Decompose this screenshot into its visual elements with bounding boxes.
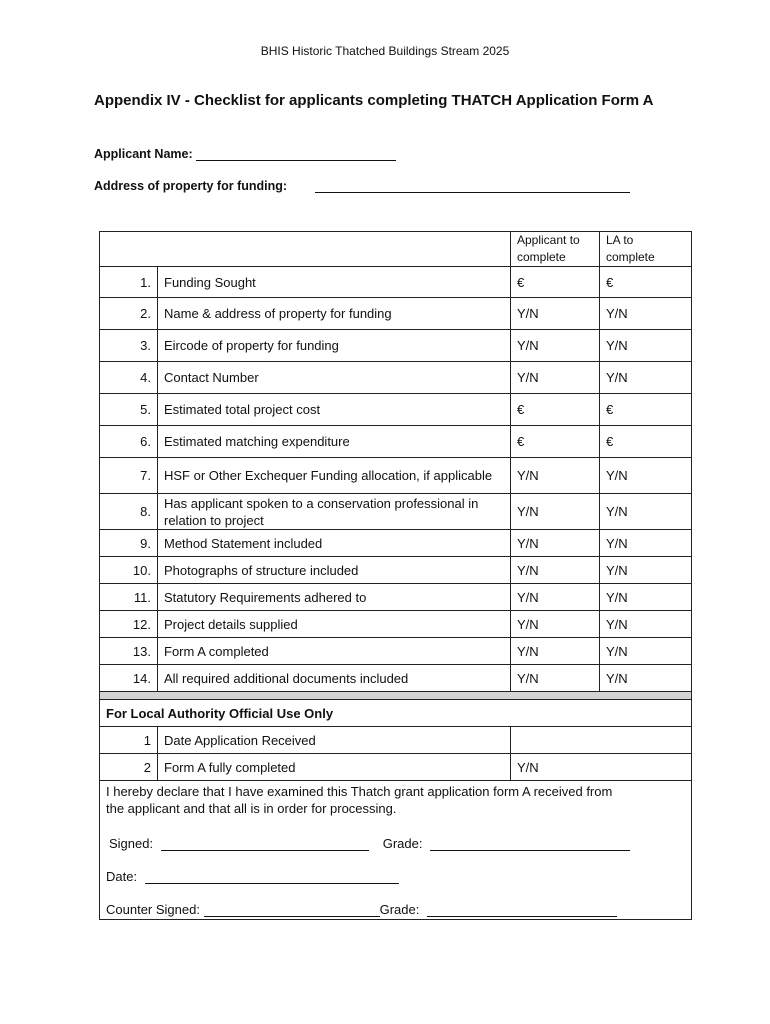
row-la-value[interactable]: Y/N [600, 611, 692, 638]
row-number: 13. [100, 638, 158, 665]
table-row [100, 611, 692, 638]
declaration-text-1: I hereby declare that I have examined this Thatch grant application form A received from [106, 784, 613, 799]
row-la-value[interactable]: Y/N [600, 638, 692, 665]
row-applicant-value[interactable]: Y/N [511, 298, 600, 330]
row-number: 2. [100, 298, 158, 330]
row-applicant-value[interactable]: € [511, 426, 600, 458]
row-item: Estimated total project cost [158, 394, 511, 426]
row-la-value[interactable]: Y/N [600, 298, 692, 330]
grade-label: Grade: [382, 836, 423, 851]
separator-cell [100, 692, 692, 700]
row-applicant-value[interactable]: Y/N [511, 665, 600, 692]
col-header-applicant: Applicant to complete [511, 232, 600, 267]
counter-signed-line [106, 902, 685, 917]
row-item: Project details supplied [158, 611, 511, 638]
page-title: Appendix IV - Checklist for applicants completing THATCH Application Form A [94, 92, 654, 109]
applicant-name-label: Applicant Name: [94, 147, 193, 161]
address-blank[interactable] [315, 178, 630, 193]
row-item: Statutory Requirements adhered to [158, 584, 511, 611]
table-row [100, 426, 692, 458]
declaration-text-2: the applicant and that all is in order for processing. [106, 801, 397, 816]
row-la-value[interactable]: Y/N [600, 530, 692, 557]
official-row-number: 1 [100, 727, 158, 754]
row-number: 3. [100, 330, 158, 362]
row-item: HSF or Other Exchequer Funding allocation, if applicable [158, 458, 511, 494]
row-applicant-value[interactable]: € [511, 394, 600, 426]
row-item: Has applicant spoken to a conservation professional in relation to project [158, 494, 511, 530]
row-number: 6. [100, 426, 158, 458]
row-item: Method Statement included [158, 530, 511, 557]
table-header-row [100, 232, 692, 267]
grade-blank[interactable] [430, 836, 630, 851]
row-number: 9. [100, 530, 158, 557]
row-number: 5. [100, 394, 158, 426]
row-applicant-value[interactable]: Y/N [511, 458, 600, 494]
row-item: Estimated matching expenditure [158, 426, 511, 458]
table-row [100, 638, 692, 665]
separator-row [100, 692, 692, 700]
table-row [100, 394, 692, 426]
address-field [94, 178, 630, 193]
table-row [100, 584, 692, 611]
row-applicant-value[interactable]: Y/N [511, 530, 600, 557]
row-item: Contact Number [158, 362, 511, 394]
page-header: BHIS Historic Thatched Buildings Stream 2025 [260, 44, 510, 58]
signed-label: Signed: [109, 836, 154, 851]
official-row-value[interactable]: Y/N [511, 754, 692, 781]
row-la-value[interactable]: Y/N [600, 665, 692, 692]
row-item: Eircode of property for funding [158, 330, 511, 362]
row-item: Photographs of structure included [158, 557, 511, 584]
table-row [100, 298, 692, 330]
row-number: 10. [100, 557, 158, 584]
col-header-la: LA to complete [600, 232, 692, 267]
date-line [106, 869, 685, 884]
official-row-item: Form A fully completed [158, 754, 511, 781]
table-row [100, 494, 692, 530]
row-la-value[interactable]: Y/N [600, 362, 692, 394]
row-item: Name & address of property for funding [158, 298, 511, 330]
row-la-value[interactable]: Y/N [600, 557, 692, 584]
row-applicant-value[interactable]: Y/N [511, 638, 600, 665]
checklist-table [99, 231, 692, 920]
row-number: 4. [100, 362, 158, 394]
table-row [100, 267, 692, 298]
row-la-value[interactable]: Y/N [600, 330, 692, 362]
row-la-value[interactable]: Y/N [600, 494, 692, 530]
table-row [100, 362, 692, 394]
row-number: 11. [100, 584, 158, 611]
counter-signed-blank[interactable] [204, 902, 380, 917]
signed-line [106, 836, 685, 851]
address-label: Address of property for funding: [94, 179, 288, 193]
row-applicant-value[interactable]: Y/N [511, 557, 600, 584]
row-applicant-value[interactable]: Y/N [511, 611, 600, 638]
declaration-row [100, 781, 692, 920]
row-number: 8. [100, 494, 158, 530]
grade2-label: Grade: [379, 902, 420, 917]
row-number: 14. [100, 665, 158, 692]
row-applicant-value[interactable]: Y/N [511, 584, 600, 611]
official-row-item: Date Application Received [158, 727, 511, 754]
row-la-value[interactable]: € [600, 267, 692, 298]
counter-signed-label: Counter Signed: [106, 902, 200, 917]
official-title: For Local Authority Official Use Only [100, 700, 692, 727]
row-la-value[interactable]: € [600, 394, 692, 426]
row-la-value[interactable]: € [600, 426, 692, 458]
official-row [100, 727, 692, 754]
official-title-row [100, 700, 692, 727]
row-la-value[interactable]: Y/N [600, 458, 692, 494]
row-applicant-value[interactable]: Y/N [511, 362, 600, 394]
date-label: Date: [106, 869, 138, 884]
applicant-name-field [94, 146, 396, 161]
official-row-value[interactable] [511, 727, 692, 754]
row-applicant-value[interactable]: Y/N [511, 494, 600, 530]
row-la-value[interactable]: Y/N [600, 584, 692, 611]
table-row [100, 557, 692, 584]
row-item: All required additional documents included [158, 665, 511, 692]
table-row [100, 330, 692, 362]
row-number: 12. [100, 611, 158, 638]
declaration-cell [100, 781, 692, 920]
official-row-number: 2 [100, 754, 158, 781]
official-row [100, 754, 692, 781]
row-number: 1. [100, 267, 158, 298]
row-applicant-value[interactable]: € [511, 267, 600, 298]
table-row [100, 458, 692, 494]
row-item: Form A completed [158, 638, 511, 665]
row-number: 7. [100, 458, 158, 494]
grade2-blank[interactable] [427, 902, 617, 917]
row-item: Funding Sought [158, 267, 511, 298]
applicant-name-blank[interactable] [196, 146, 396, 161]
signed-blank[interactable] [161, 836, 369, 851]
date-blank[interactable] [145, 869, 399, 884]
table-row [100, 665, 692, 692]
row-applicant-value[interactable]: Y/N [511, 330, 600, 362]
table-row [100, 530, 692, 557]
header-blank-cell [100, 232, 511, 267]
